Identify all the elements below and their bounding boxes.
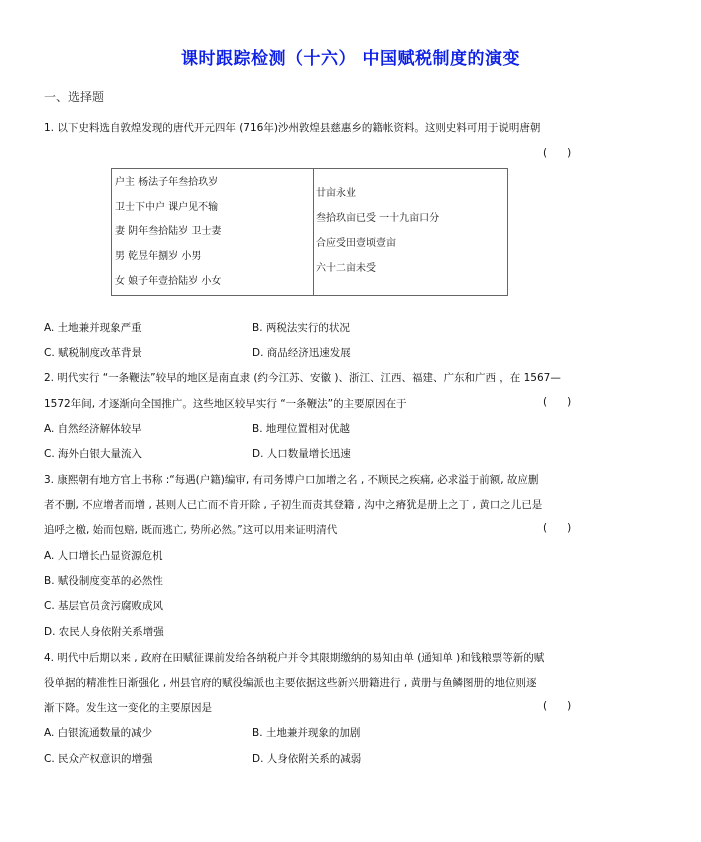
- table-cell-left: 女 娘子年壹拾陆岁 小女: [115, 276, 222, 287]
- table-cell-right: 廿亩永业: [316, 188, 356, 199]
- q3-stem-line-1: 3. 康熙朝有地方官上书称 :“每遇(户籍)编审, 有司务博户口加增之名 , 不顾民之疾痛, 必求溢于前额, 故应删: [44, 474, 539, 486]
- section-heading: 一、选择题: [44, 90, 105, 104]
- q1-option-a[interactable]: A. 土地兼并现象严重: [44, 322, 142, 334]
- q3-option-a[interactable]: A. 人口增长凸显资源危机: [44, 550, 163, 562]
- q3-option-d[interactable]: D. 农民人身依附关系增强: [44, 626, 164, 638]
- q2-option-c[interactable]: C. 海外白银大量流入: [44, 448, 143, 460]
- q1-option-c[interactable]: C. 赋税制度改革背景: [44, 347, 143, 359]
- q3-stem-line-3: 追呼之檄, 始而包赔, 既而逃亡, 势所必然。”这可以用来证明清代: [44, 524, 338, 536]
- q4-stem-line-3: 渐下降。发生这一变化的主要原因是: [44, 702, 212, 714]
- q4-answer-blank: ( ): [543, 700, 572, 712]
- q1-option-b[interactable]: B. 两税法实行的状况: [252, 322, 350, 334]
- table-cell-left: 户主 杨法子年叁拾玖岁: [115, 177, 219, 188]
- q1-stem-line-1: 1. 以下史料选自敦煌发现的唐代开元四年 (716年)沙州敦煌县慈惠乡的籍帐资料。这则史料可用于说明唐朝: [44, 122, 541, 134]
- q4-stem-line-2: 役单据的精准性日渐强化 , 州县官府的赋役编派也主要依据这些新兴册籍进行 , 黄册与鱼鳞图册的地位则逐: [44, 677, 537, 689]
- q4-option-c[interactable]: C. 民众产权意识的增强: [44, 753, 153, 765]
- table-cell-right: 合应受田壹顷壹亩: [316, 238, 396, 249]
- table-cell-left: 妻 阴年叁拾陆岁 卫士妻: [115, 226, 222, 237]
- q1-option-d[interactable]: D. 商品经济迅速发展: [252, 347, 351, 359]
- table-cell-right: 六十二亩未受: [316, 263, 376, 274]
- q4-option-d[interactable]: D. 人身依附关系的减弱: [252, 753, 362, 765]
- table-cell-left: 卫士下中户 课户见不输: [115, 202, 219, 213]
- q2-option-b[interactable]: B. 地理位置相对优越: [252, 423, 350, 435]
- table-cell-left: 男 乾昱年捌岁 小男: [115, 251, 202, 262]
- table-cell-right: 叁拾玖亩已受 一十九亩口分: [316, 213, 440, 224]
- q3-stem-line-2: 者不删, 不应增者而增 , 甚则人已亡而不肯开除 , 子初生而责其登籍 , 沟中之瘠犹是册上之丁 , 黄口之儿已是: [44, 499, 543, 511]
- q2-answer-blank: ( ): [543, 396, 572, 408]
- q3-option-b[interactable]: B. 赋役制度变革的必然性: [44, 575, 163, 587]
- page-title: 课时跟踪检测（十六） 中国赋税制度的演变: [181, 49, 520, 69]
- q2-stem-line-1: 2. 明代实行 “一条鞭法”较早的地区是南直隶 (约今江苏、安徽 )、浙江、江西、福建、广东和广西 ，在 1567—: [44, 372, 561, 384]
- q3-answer-blank: ( ): [543, 522, 572, 534]
- q3-option-c[interactable]: C. 基层官员贪污腐败成风: [44, 600, 164, 612]
- q1-source-table: [111, 168, 508, 296]
- table-divider: [313, 169, 314, 295]
- q2-option-a[interactable]: A. 自然经济解体较早: [44, 423, 142, 435]
- q4-option-a[interactable]: A. 白银流通数量的减少: [44, 727, 153, 739]
- q2-option-d[interactable]: D. 人口数量增长迅速: [252, 448, 351, 460]
- q2-stem-line-2: 1572年间, 才逐渐向全国推广。这些地区较早实行 “一条鞭法”的主要原因在于: [44, 398, 407, 410]
- q4-option-b[interactable]: B. 土地兼并现象的加剧: [252, 727, 361, 739]
- q1-answer-blank: ( ): [543, 147, 572, 159]
- q4-stem-line-1: 4. 明代中后期以来 , 政府在田赋征课前发给各纳税户并令其限期缴纳的易知由单 (通知单 )和钱粮票等新的赋: [44, 652, 545, 664]
